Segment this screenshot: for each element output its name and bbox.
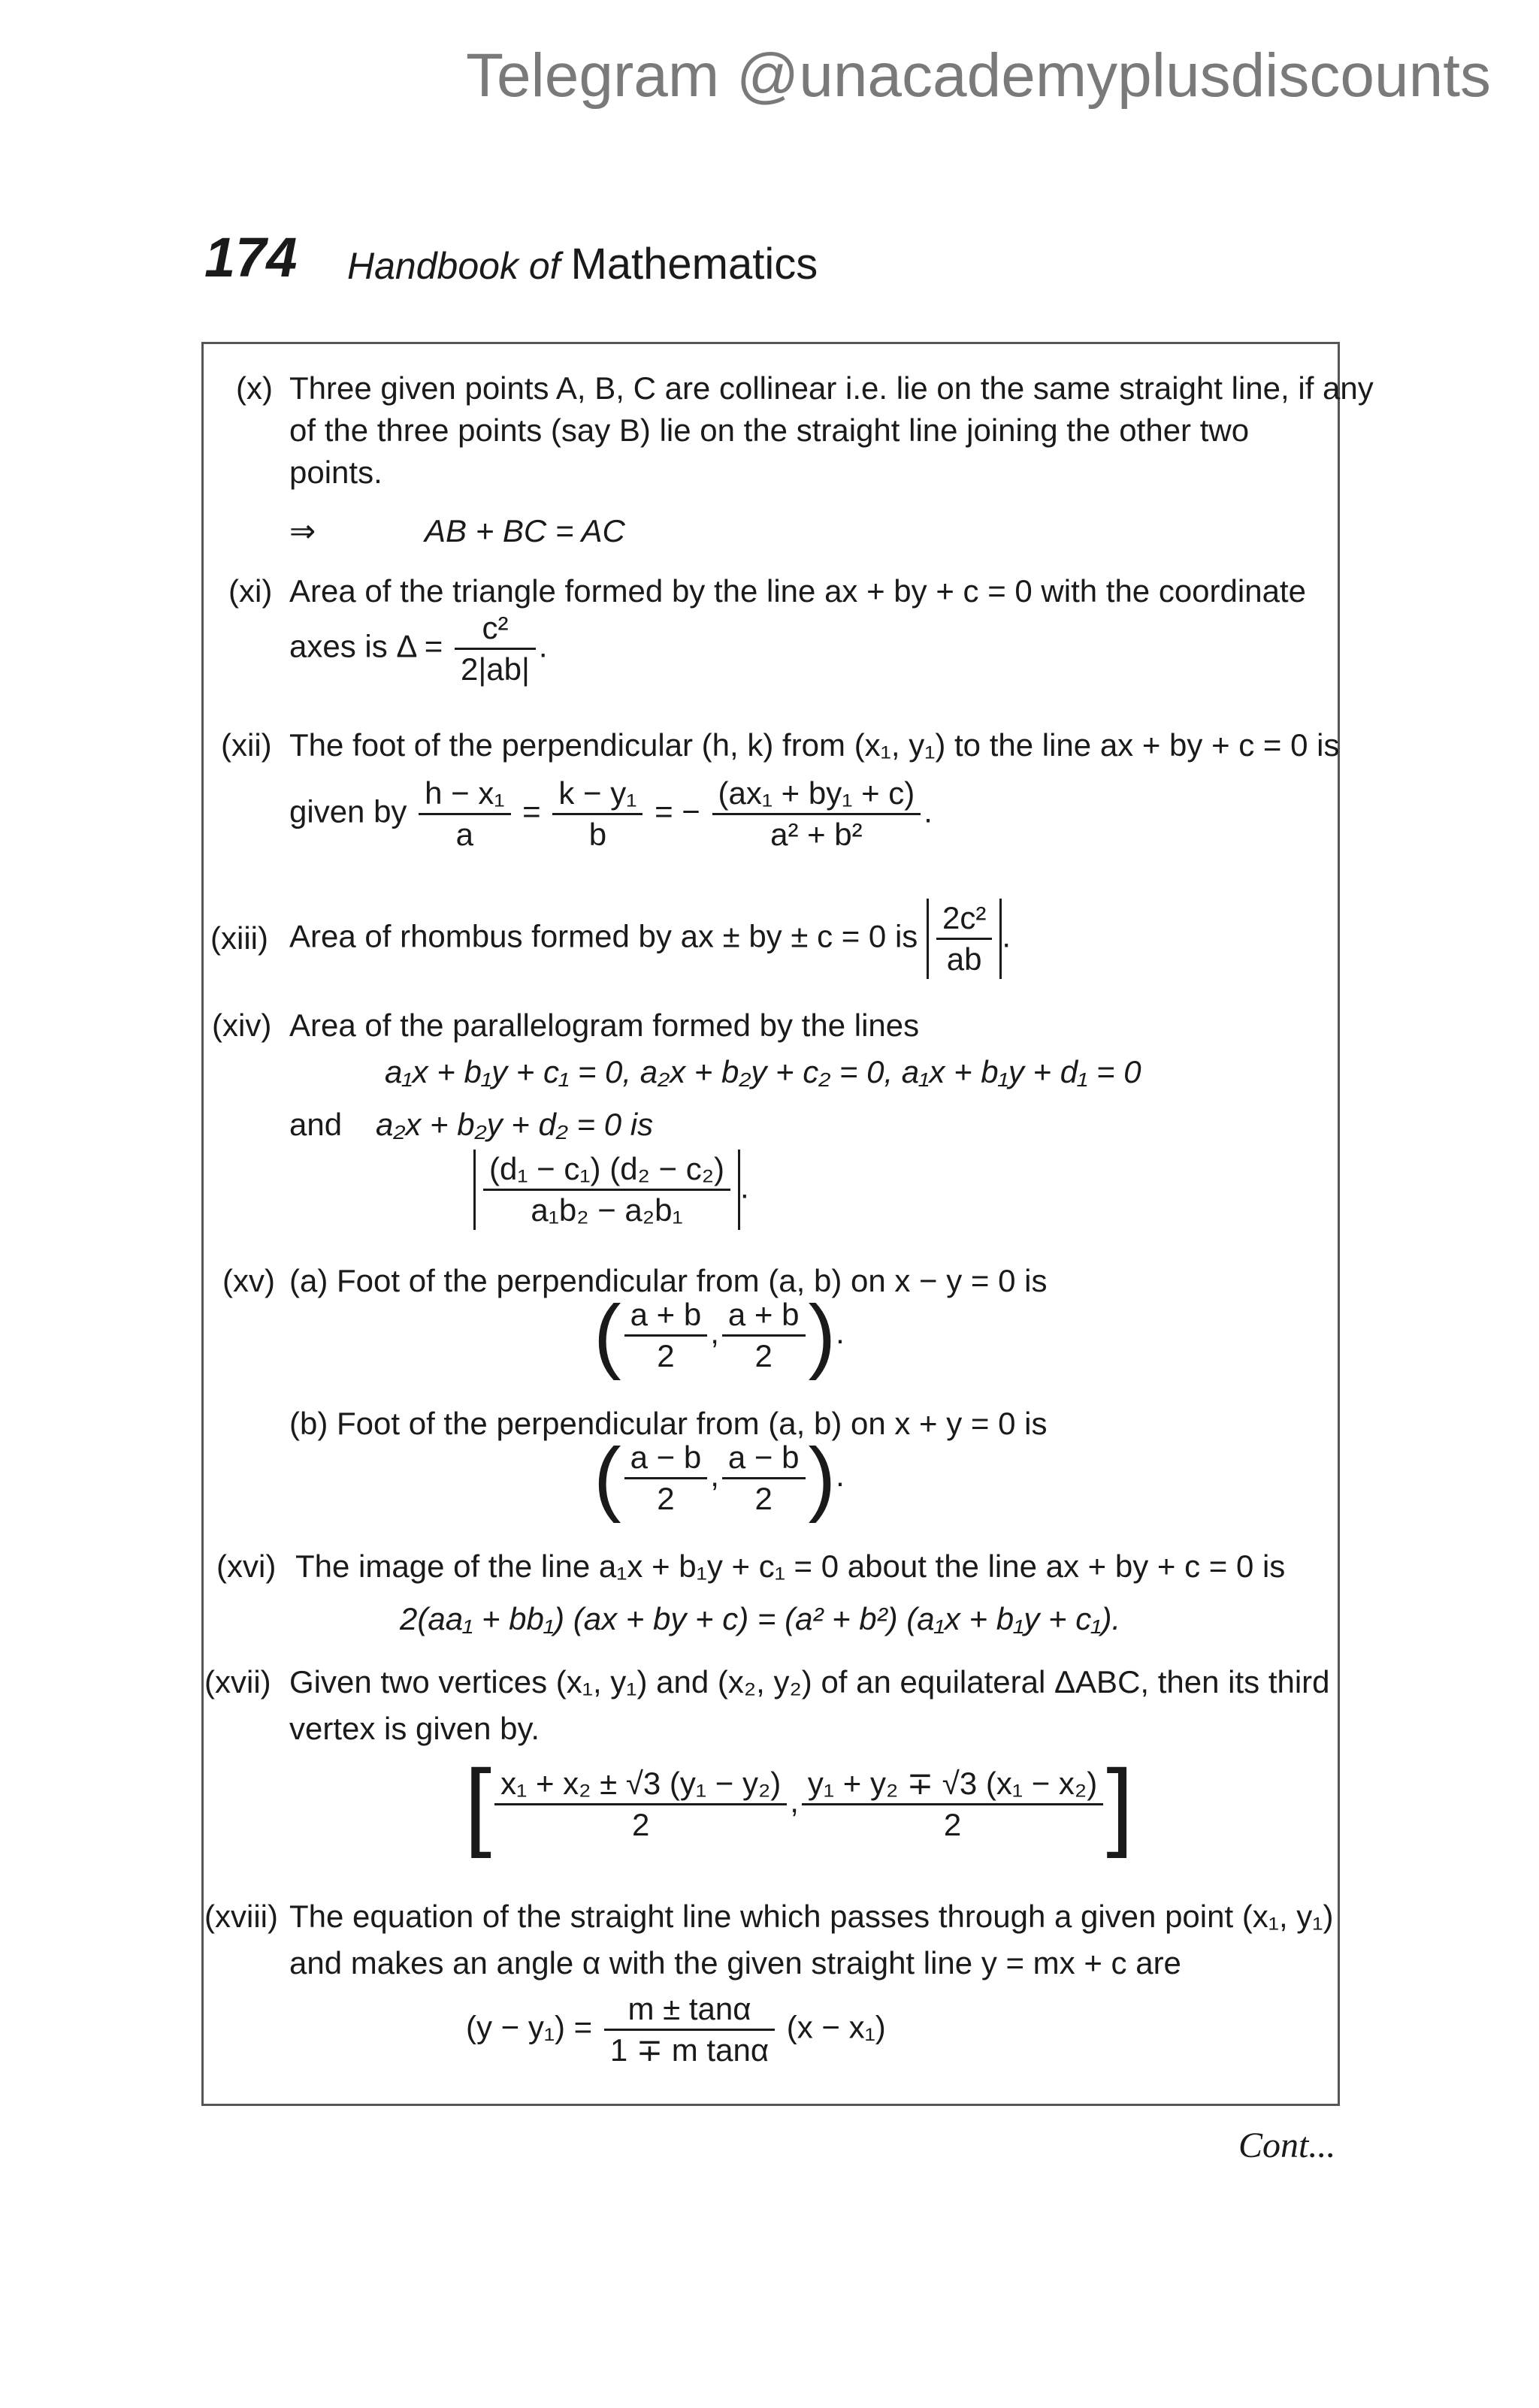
item-xiv-den: a₁b₂ − a₂b₁	[531, 1192, 683, 1228]
item-xiii-text: Area of rhombus formed by ax ± by ± c = 0 is	[289, 918, 918, 954]
item-xvii-frac2	[802, 1764, 1103, 1845]
item-xvii-frac1-num: x₁ + x₂ ± √3 (y₁ − y₂)	[494, 1764, 787, 1805]
item-xv-a-frac1-den: 2	[657, 1337, 675, 1373]
item-xviii-formula	[466, 1990, 886, 2070]
item-xvii-label: (xvii)	[204, 1664, 271, 1699]
item-xv-a-frac2	[722, 1295, 806, 1376]
item-xii-frac1	[419, 774, 510, 854]
item-xii-frac1-den: a	[455, 817, 473, 852]
item-xiii-label: (xiii)	[210, 920, 268, 956]
item-xiv-fraction	[483, 1150, 730, 1230]
item-xii-line1: The foot of the perpendicular (h, k) from (x₁, y₁) to the line ax + by + c = 0 is	[289, 727, 1340, 763]
item-xv-b-frac1-num: a − b	[624, 1438, 708, 1479]
item-xv-a-frac2-num: a + b	[722, 1295, 806, 1337]
watermark: Telegram @unacademyplusdiscounts	[465, 41, 1491, 110]
page-number: 174	[204, 226, 298, 289]
item-xvi-line2: 2(aa₁ + bb₁) (ax + by + c) = (a² + b²) (a₁x + b₁y + c₁).	[400, 1601, 1121, 1636]
item-xvii-line1: Given two vertices (x₁, y₁) and (x₂, y₂) of an equilateral ΔABC, then its third	[289, 1664, 1330, 1699]
item-xiii-abs	[927, 899, 1002, 979]
item-xiii-formula: Area of rhombus formed by ax ± by ± c = 0 is $\frac{\text{2c²}}{ab}$ .	[289, 899, 1011, 979]
item-xvii-frac2-num: y₁ + y₂ ∓ √3 (x₁ − x₂)	[802, 1764, 1103, 1805]
item-xii-frac3	[712, 774, 921, 854]
item-xii-frac1-num: h − x₁	[419, 774, 510, 815]
item-xiv-abs	[473, 1150, 740, 1230]
item-xii-frac3-den: a² + b²	[770, 817, 863, 852]
item-x-line2: of the three points (say B) lie on the straight line joining the other two	[289, 412, 1250, 448]
item-xviii-num: m ± tanα	[604, 1990, 775, 2031]
item-x-implies: ⇒	[289, 513, 316, 548]
item-xv-b-text: (b) Foot of the perpendicular from (a, b) on x + y = 0 is	[289, 1406, 1048, 1441]
item-xiv-line2: a₁x + b₁y + c₁ = 0, a₂x + b₂y + c₂ = 0, a₁x + b₁y + d₁ = 0	[385, 1054, 1141, 1089]
item-xi-line1: Area of the triangle formed by the line ax + by + c = 0 with the coordinate	[289, 573, 1306, 609]
item-x-line3: points.	[289, 455, 382, 490]
item-x-label: (x)	[236, 370, 273, 406]
item-xi-prefix: axes is Δ =	[289, 628, 443, 664]
item-xi-fraction	[455, 609, 536, 689]
item-xvii-frac2-den: 2	[943, 1806, 962, 1842]
item-xii-formula: given by $\frac{\text{h − x₁}}{a}$ = $\frac{\text{k − y₁}}{b}$ = − $\frac{\text{(ax₁ + by₁ + c)}}{\text{a² + b²}}$ .	[289, 774, 933, 854]
item-xv-b-frac2-den: 2	[754, 1480, 773, 1516]
item-xii-frac2-den: b	[588, 817, 607, 852]
book-title	[347, 239, 818, 289]
item-xv-b-frac2	[722, 1438, 806, 1518]
item-xviii-label: (xviii)	[204, 1899, 278, 1934]
item-xi-den: 2|ab|	[461, 651, 530, 687]
item-xi-label: (xi)	[228, 573, 273, 609]
item-xviii-rhs: (x − x₁)	[786, 2009, 886, 2045]
item-xviii-fraction	[604, 1990, 775, 2070]
item-xiv-line1: Area of the parallelogram formed by the lines	[289, 1008, 920, 1043]
item-xv-a-frac2-den: 2	[754, 1337, 773, 1373]
item-xv-b-formula: ( $\frac{a - b}{2}$ , $\frac{a - b}{2}$ ).	[594, 1431, 845, 1524]
item-xii-label: (xii)	[221, 727, 272, 763]
item-xiv-num: (d₁ − c₁) (d₂ − c₂)	[483, 1150, 730, 1191]
item-xvii-line2: vertex is given by.	[289, 1711, 540, 1746]
book-title-small: Handbook of	[347, 245, 561, 287]
item-xi-formula: axes is Δ = $\frac{\text{c²}}{2|ab|}$ .	[289, 609, 548, 689]
item-xv-b-frac1-den: 2	[657, 1480, 675, 1516]
item-xv-label: (xv)	[222, 1263, 275, 1298]
item-x-equation: AB + BC = AC	[425, 513, 625, 548]
item-xvii-frac1	[494, 1764, 787, 1845]
item-xviii-line1: The equation of the straight line which passes through a given point (x₁, y₁)	[289, 1899, 1334, 1934]
item-xiii-den: ab	[946, 941, 982, 977]
continued-label: Cont...	[1238, 2126, 1336, 2165]
item-xiii-num: 2c²	[936, 899, 992, 940]
item-xi-num: c²	[455, 609, 536, 650]
item-xvi-label: (xvi)	[216, 1548, 277, 1584]
item-xvii-frac1-den: 2	[632, 1806, 650, 1842]
item-xviii-line2: and makes an angle α with the given straight line y = mx + c are	[289, 1945, 1181, 1980]
item-xvii-formula: [ $\frac{\text{x₁ + x₂ ± √3 (y₁ − y₂)}}{2}$ , $\frac{\text{y₁ + y₂ ∓ √3 (x₁ − x₂)}}{2}$ ]	[464, 1749, 1134, 1859]
item-xv-b-frac1	[624, 1438, 708, 1518]
item-xviii-den: 1 ∓ m tanα	[609, 2032, 770, 2068]
item-xv-a-frac1-num: a + b	[624, 1295, 708, 1337]
item-xv-a-text: (a) Foot of the perpendicular from (a, b) on x − y = 0 is	[289, 1263, 1048, 1298]
item-xviii-lhs: (y − y₁) =	[466, 2009, 593, 2045]
book-title-big: Mathematics	[570, 240, 818, 289]
item-x-line1: Three given points A, B, C are collinear i.e. lie on the same straight line, if any	[289, 370, 1374, 406]
item-xiv-formula: $\frac{\text{(d₁ − c₁) (d₂ − c₂)}}{\text{a₁b₂ − a₂b₁}}$ .	[473, 1150, 749, 1230]
item-xiii-fraction	[936, 899, 992, 979]
item-xvi-line1: The image of the line a₁x + b₁y + c₁ = 0 about the line ax + by + c = 0 is	[295, 1548, 1286, 1584]
item-xiv-and: and	[289, 1107, 343, 1142]
item-xv-b-frac2-num: a − b	[722, 1438, 806, 1479]
item-xv-a-frac1	[624, 1295, 708, 1376]
item-xv-a-formula: ( $\frac{a + b}{2}$ , $\frac{a + b}{2}$ ).	[594, 1289, 845, 1381]
item-xii-prefix: given by	[289, 793, 407, 829]
item-xii-frac3-num: (ax₁ + by₁ + c)	[712, 774, 921, 815]
item-xii-frac2-num: k − y₁	[552, 774, 643, 815]
item-xiv-label: (xiv)	[212, 1008, 272, 1043]
item-xii-frac2	[552, 774, 643, 854]
item-xiv-line3: a₂x + b₂y + d₂ = 0 is	[376, 1107, 654, 1142]
